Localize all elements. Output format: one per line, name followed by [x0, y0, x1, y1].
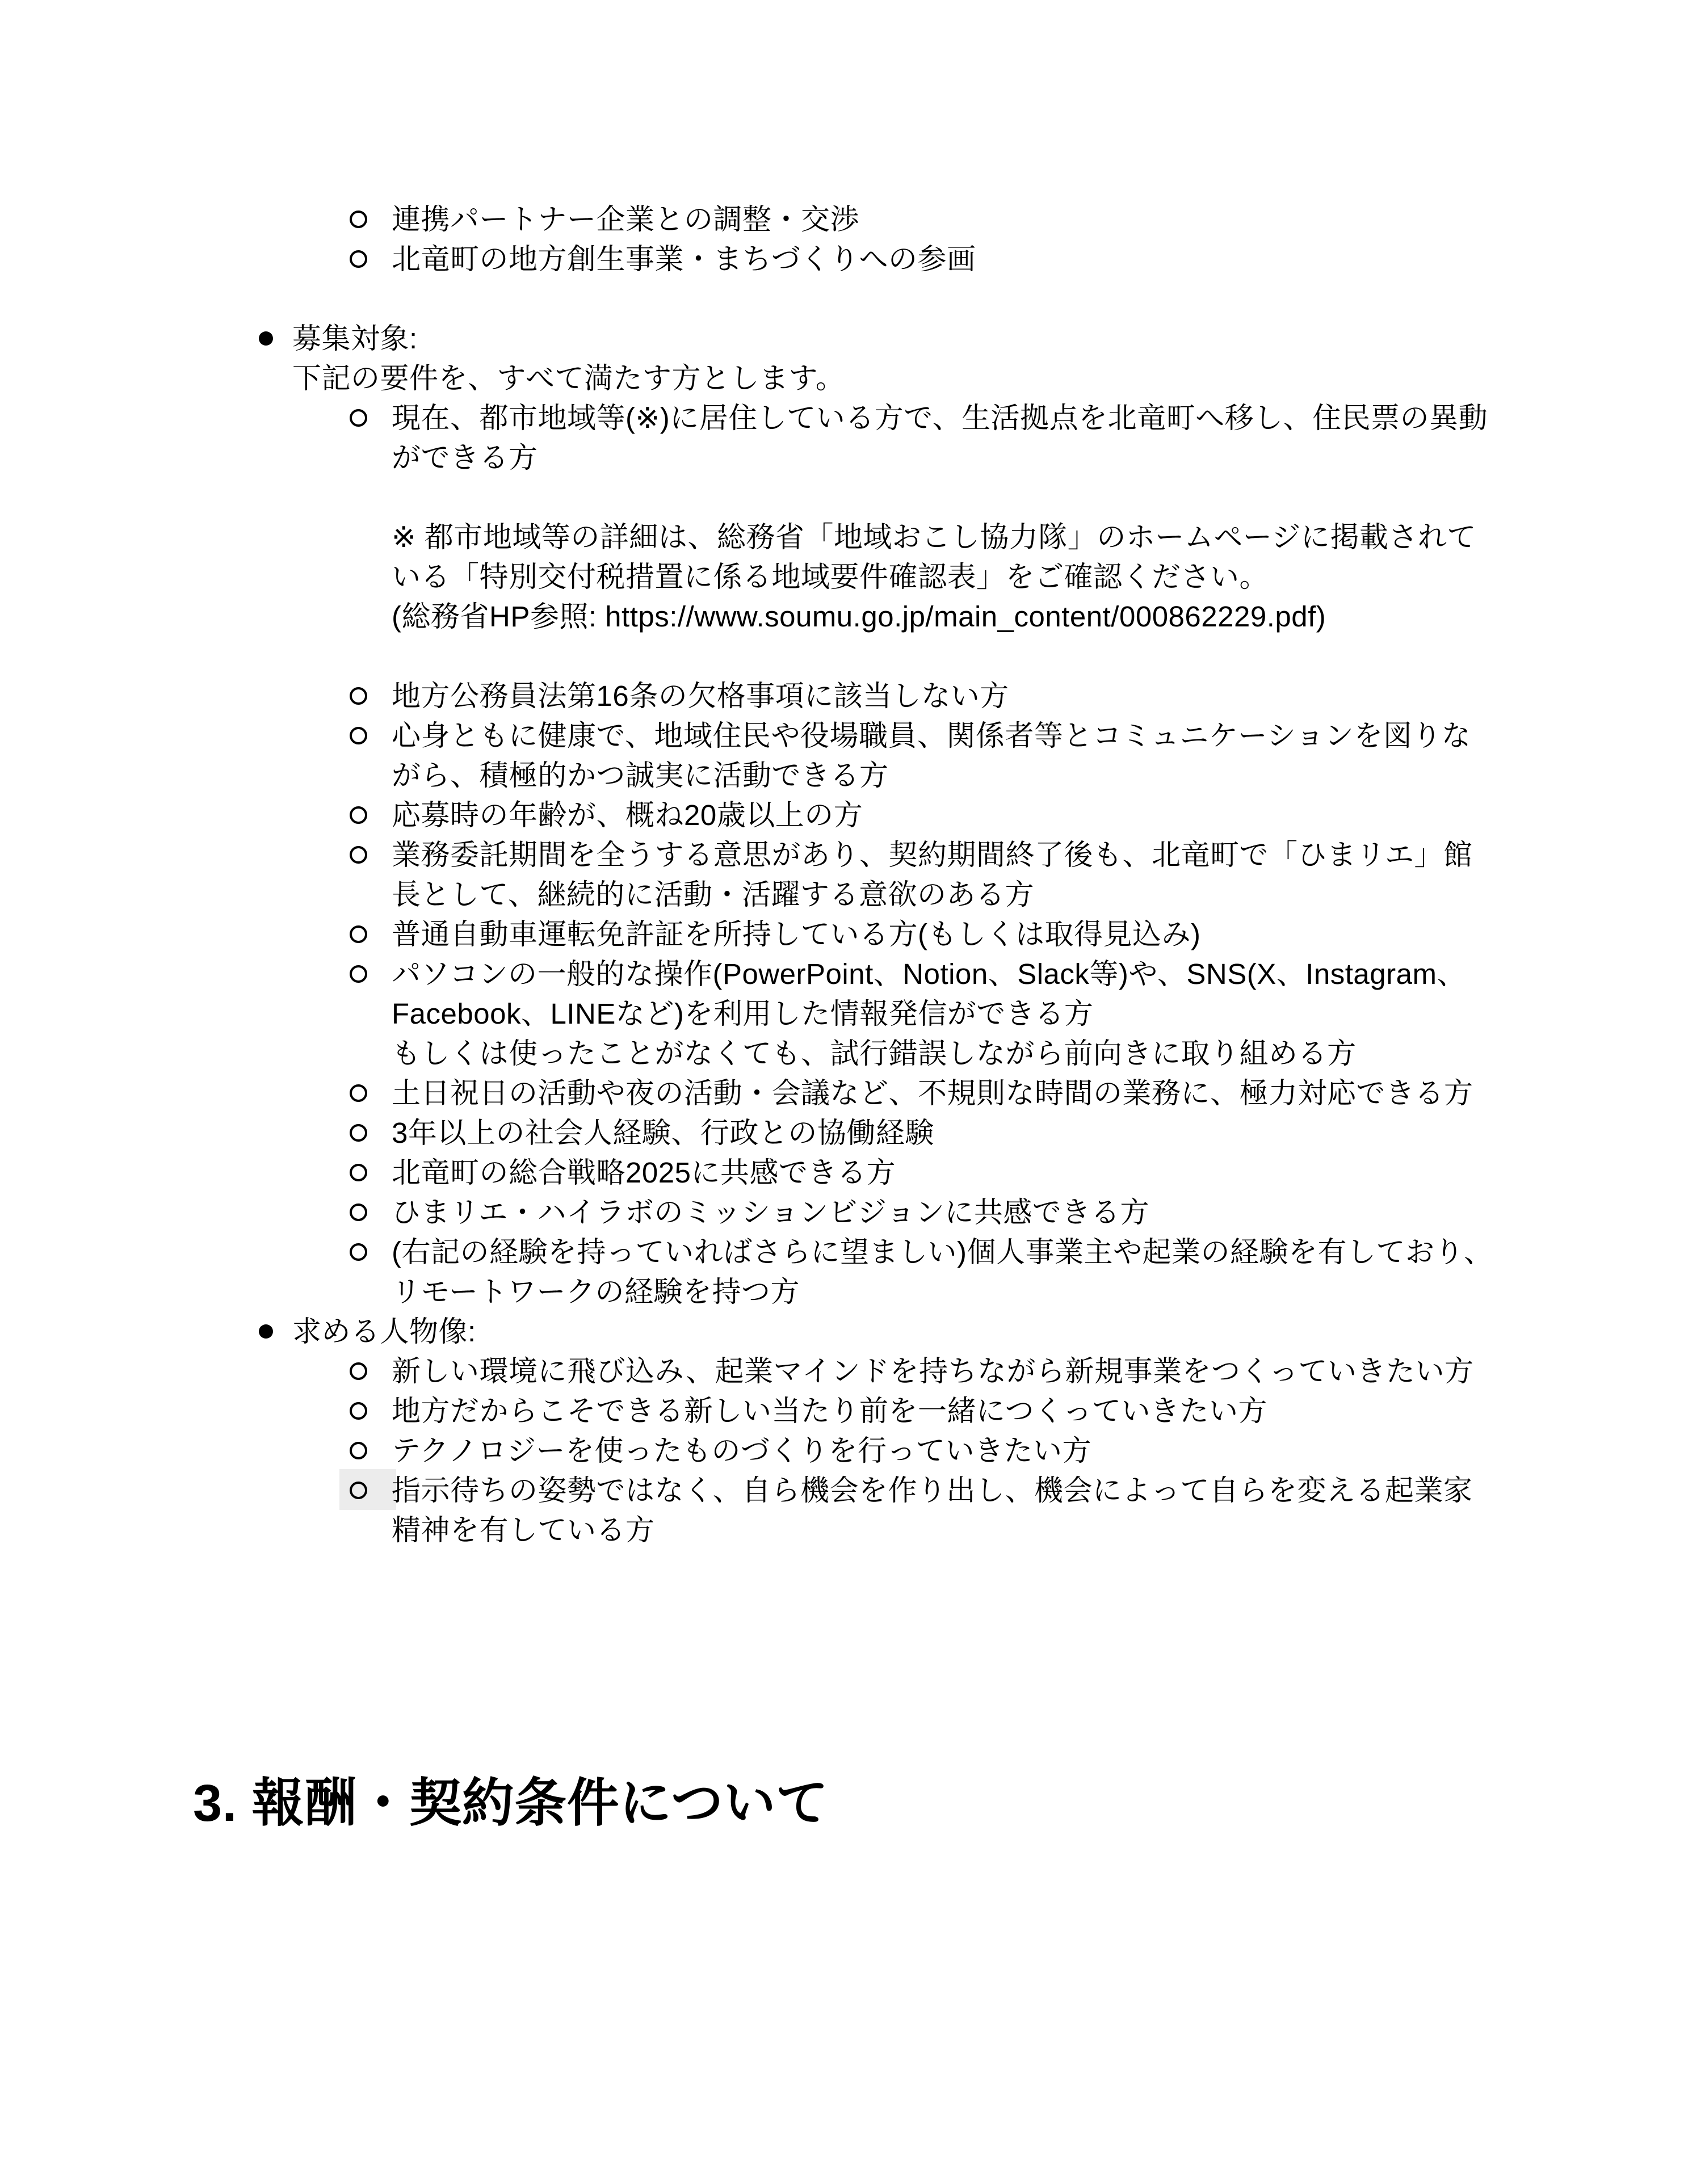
list-item-text: 地方だからこそできる新しい当たり前を一緒につくっていきたい方 — [392, 1395, 1267, 1427]
section-label: 求める人物像: — [292, 1315, 476, 1348]
circle-bullet-icon — [350, 727, 367, 744]
list-item-text: 新しい環境に飛び込み、起業マインドを持ちながら新規事業をつくっていきたい方 — [392, 1355, 1474, 1387]
list-item-highlighted-bullet — [193, 1471, 1495, 1550]
circle-bullet-icon — [350, 925, 367, 943]
list-item — [193, 1193, 1495, 1232]
list-item-text: 連携パートナー企業との調整・交渉 — [392, 203, 860, 235]
list-item-text: 北竜町の地方創生事業・まちづくりへの参画 — [392, 243, 976, 275]
list-item — [193, 200, 1495, 239]
list-item-text: 応募時の年齢が、概ね20歳以上の方 — [392, 799, 863, 831]
circle-bullet-icon — [350, 806, 367, 824]
list-item — [193, 1074, 1495, 1113]
list-item — [193, 716, 1495, 796]
list-item — [193, 1431, 1495, 1471]
list-item-text: 北竜町の総合戦略2025に共感できる方 — [392, 1156, 896, 1189]
list-item-text: パソコンの一般的な操作(PowerPoint、Notion、Slack等)や、SNS(X、Instagram、Facebook、LINEなど)を利用した情報発信ができる方 — [392, 958, 1466, 1030]
list-item — [193, 1352, 1495, 1391]
list-item-text: 土日祝日の活動や夜の活動・会議など、不規則な時間の業務に、極力対応できる方 — [392, 1077, 1473, 1109]
list-item — [193, 239, 1495, 279]
list-item — [193, 676, 1495, 716]
bullet-selection-highlight — [339, 1469, 396, 1510]
circle-bullet-icon — [350, 1243, 367, 1261]
circle-bullet-icon — [350, 211, 367, 228]
circle-bullet-icon — [350, 1402, 367, 1420]
circle-bullet-icon — [350, 1482, 367, 1499]
list-item-text: もしくは使ったことがなくても、試行錯誤しながら前向きに取り組める方 — [392, 1037, 1357, 1070]
section-label: 募集対象: — [292, 322, 418, 355]
disc-bullet-icon — [259, 331, 273, 346]
circle-bullet-icon — [350, 1084, 367, 1102]
list-item-text: 指示待ちの姿勢ではなく、自ら機会を作り出し、機会によって自らを変える起業家精神を有している方 — [392, 1474, 1473, 1546]
circle-bullet-icon — [350, 1442, 367, 1459]
list-item-text: テクノロジーを使ったものづくりを行っていきたい方 — [392, 1434, 1091, 1467]
list-item — [193, 835, 1495, 915]
list-item-pc-skills — [193, 954, 1495, 1074]
circle-bullet-icon — [350, 687, 367, 705]
list-item-persona — [193, 1312, 1495, 1352]
note-reference-url: (総務省HP参照: https://www.soumu.go.jp/main_content/000862229.pdf) — [392, 600, 1326, 633]
document-page — [193, 200, 1495, 1838]
circle-bullet-icon — [350, 409, 367, 427]
list-item-text: (右記の経験を持っていればさらに望ましい)個人事業主や起業の経験を有しており、リモートワークの経験を持つ方 — [392, 1236, 1493, 1308]
disc-bullet-icon — [259, 1324, 273, 1339]
list-item — [193, 1113, 1495, 1153]
list-item — [193, 915, 1495, 954]
list-item — [193, 1153, 1495, 1193]
blank-line — [193, 637, 1495, 676]
circle-bullet-icon — [350, 965, 367, 983]
list-item-text: 業務委託期間を全うする意思があり、契約期間終了後も、北竜町で「ひまリエ」館長として、継続的に活動・活躍する意欲のある方 — [392, 839, 1473, 911]
list-item-text: ひまリエ・ハイラボのミッションビジョンに共感できる方 — [392, 1196, 1149, 1228]
list-item-residence — [193, 398, 1495, 637]
list-item-recruit-target — [193, 319, 1495, 398]
circle-bullet-icon — [350, 1124, 367, 1142]
list-item — [193, 1232, 1495, 1312]
list-item — [193, 796, 1495, 835]
circle-bullet-icon — [350, 1164, 367, 1181]
section-intro: 下記の要件を、すべて満たす方とします。 — [292, 362, 845, 394]
circle-bullet-icon — [350, 1203, 367, 1221]
note-text: ※ 都市地域等の詳細は、総務省「地域おこし協力隊」のホームページに掲載されている「特別交付税措置に係る地域要件確認表」をご確認ください。 — [392, 521, 1476, 593]
circle-bullet-icon — [350, 250, 367, 268]
circle-bullet-icon — [350, 846, 367, 864]
circle-bullet-icon — [350, 1362, 367, 1380]
list-item-text: 心身ともに健康で、地域住民や役場職員、関係者等とコミュニケーションを図りながら、積極的かつ誠実に活動できる方 — [392, 719, 1471, 792]
section-heading-compensation: 3. 報酬・契約条件について — [193, 1774, 829, 1832]
blank-line — [193, 279, 1495, 319]
list-item — [193, 1391, 1495, 1431]
list-item-text: 現在、都市地域等(※)に居住している方で、生活拠点を北竜町へ移し、住民票の異動ができる方 — [392, 402, 1488, 474]
list-item-text: 地方公務員法第16条の欠格事項に該当しない方 — [392, 680, 1009, 712]
list-item-text: 3年以上の社会人経験、行政との協働経験 — [392, 1117, 934, 1149]
list-item-text: 普通自動車運転免許証を所持している方(もしくは取得見込み) — [392, 918, 1201, 950]
